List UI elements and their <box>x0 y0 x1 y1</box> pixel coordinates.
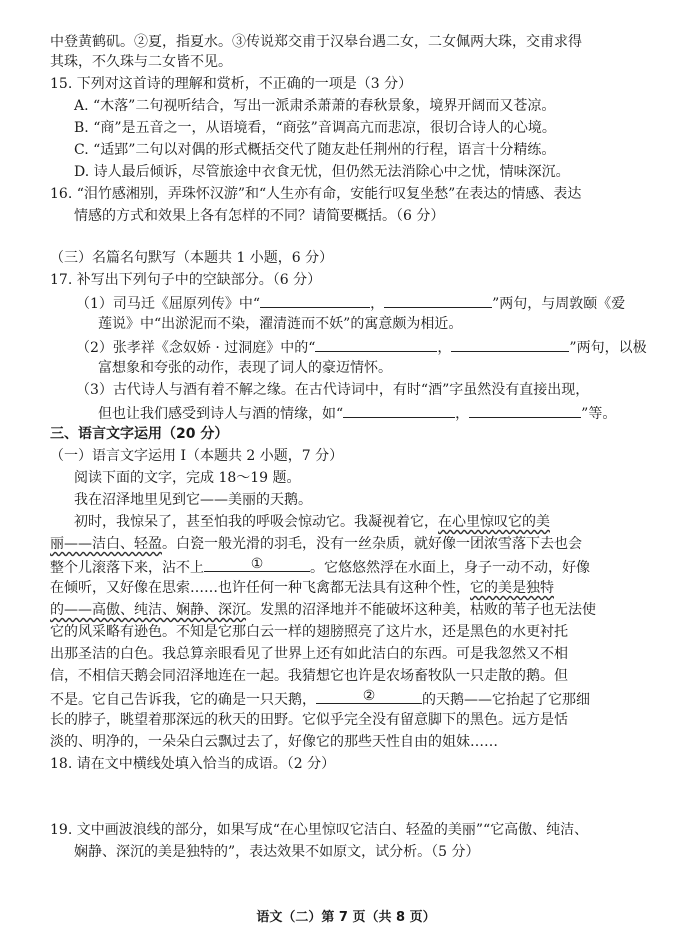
note-line: 其珠，不久珠与二女皆不见。 <box>50 54 232 70</box>
item-text: 但也让我们感受到诗人与酒的情缘，如“ <box>98 406 344 422</box>
answer-blank[interactable] <box>384 292 492 308</box>
question-17-item-2-cont: 富想象和夸张的动作，表现了词人的豪迈情怀。 <box>98 360 392 376</box>
passage-text: 整个儿滚落下来，沾不上 <box>50 560 204 576</box>
question-17-item-3: （3）古代诗人与酒有着不解之缘。在古代诗词中，有时“酒”字虽然没有直接出现， <box>76 382 590 398</box>
passage-line: 淡的、明净的，一朵朵白云飘过去了，好像它的那些天性自由的姐妹…… <box>50 734 498 750</box>
question-19-line: 19. 文中画波浪线的部分，如果写成“在心里惊叹它洁白、轻盈的美丽”“它高傲、纯洁、 <box>50 822 589 838</box>
answer-blank[interactable] <box>469 402 581 418</box>
question-17-item-3-cont <box>98 402 616 424</box>
note-line: 中登黄鹤矶。②夏，指夏水。③传说郑交甫于汉皋台遇二女，二女佩两大珠，交甫求得 <box>50 34 582 50</box>
answer-blank[interactable] <box>315 336 437 352</box>
question-19-line: 娴静、深沉的美是独特的”，表达效果不如原文，试分析。（5 分） <box>74 844 480 860</box>
passage-line: 出那圣洁的白色。我总算亲眼看见了世界上还有如此洁白的东西。可是我忽然又不相 <box>50 646 568 662</box>
item-text: ， <box>437 340 452 356</box>
question-15-stem: 15. 下列对这首诗的理解和赏析，不正确的一项是（3 分） <box>50 76 413 92</box>
passage-line: 它的风采略有逊色。不知是它那白云一样的翅膀照亮了这片水，还是黑色的水更衬托 <box>50 624 568 640</box>
wavy-underlined-text: 的——高傲、纯洁、娴静、深沉 <box>50 602 246 618</box>
passage-line: 我在沼泽地里见到它——美丽的天鹅。 <box>74 492 312 508</box>
answer-blank[interactable] <box>451 336 569 352</box>
passage-text: 。它悠悠然浮在水面上，身子一动不动，好像 <box>310 560 590 576</box>
passage-line <box>50 688 590 710</box>
item-text: （1）司马迁《屈原列传》中“ <box>76 296 261 312</box>
question-17-item-2 <box>76 336 647 358</box>
passage-line: 长的脖子，眺望着那深远的秋天的田野。它似乎完全没有留意脚下的黑色。远方是恬 <box>50 712 568 728</box>
page-footer: 语文（二）第 7 页（共 8 页） <box>256 910 436 925</box>
passage-line <box>50 556 590 578</box>
subsection-heading: （一）语言文字运用 I（本题共 2 小题，7 分） <box>50 448 344 464</box>
passage-text: 不是。它自己告诉我，它的确是一只天鹅， <box>50 692 316 708</box>
question-16-line: 16. “泪竹感湘别，弄珠怀汉游”和“人生亦有命，安能行叹复坐愁”在表达的情感、表达 <box>50 186 582 202</box>
item-text: ”等。 <box>581 406 617 422</box>
question-17-item-1 <box>76 292 625 314</box>
wavy-underlined-text: 在心里惊叹它的美 <box>438 514 550 530</box>
question-18: 18. 请在文中横线处填入恰当的成语。（2 分） <box>50 756 336 772</box>
item-text: ”两句，与周敦颐《爱 <box>492 296 626 312</box>
answer-blank-2[interactable] <box>316 688 422 704</box>
question-17-stem: 17. 补写出下列句子中的空缺部分。（6 分） <box>50 272 322 288</box>
wavy-underlined-text: 丽——洁白、轻盈 <box>50 536 162 552</box>
passage-text: 。发黑的沼泽地并不能破坏这种美，枯败的苇子也无法使 <box>246 602 596 618</box>
question-15-option-c: C. “适郢”二句以对偶的形式概括交代了随友赴任荆州的行程，语言十分精练。 <box>74 142 556 158</box>
wavy-underlined-text: 它的美是独特 <box>470 580 554 596</box>
question-15-option-d: D. 诗人最后倾诉，尽管旅途中衣食无忧，但仍然无法消除心中之忧，情味深沉。 <box>74 164 570 180</box>
item-text: ， <box>370 296 385 312</box>
passage-text: 在倾听，又好像在思索……也许任何一种飞禽都无法具有这种个性， <box>50 580 470 596</box>
blank-number: ① <box>250 556 264 572</box>
passage-text: 。白瓷一般光滑的羽毛，没有一丝杂质，就好像一团浓雪落下去也会 <box>162 536 582 552</box>
passage-line <box>50 578 554 598</box>
answer-blank[interactable] <box>343 402 455 418</box>
passage-text: 的天鹅——它抬起了它那细 <box>422 692 590 708</box>
question-15-option-b: B. “商”是五音之一，从语境看，“商弦”音调高亢而悲凉，很切合诗人的心境。 <box>74 120 556 136</box>
passage-line: 信，不相信天鹅会同沼泽地连在一起。我猜想它也许是农场畜牧队一只走散的鹅。但 <box>50 668 568 684</box>
section-heading: （三）名篇名句默写（本题共 1 小题，6 分） <box>50 250 334 266</box>
blank-number: ② <box>362 688 376 704</box>
question-16-line: 情感的方式和效果上各有怎样的不同？请简要概括。（6 分） <box>74 208 445 224</box>
question-15-option-a: A. “木落”二句视听结合，写出一派肃杀萧萧的春秋景象，境界开阔而又苍凉。 <box>74 98 556 114</box>
passage-line <box>74 512 550 532</box>
part-heading: 三、语言文字运用（20 分） <box>50 426 229 442</box>
item-text: ， <box>455 406 470 422</box>
item-text: （2）张孝祥《念奴娇 · 过洞庭》中的“ <box>76 340 316 356</box>
passage-line <box>50 534 582 554</box>
passage-text: 初时，我惊呆了，甚至怕我的呼吸会惊动它。我凝视着它， <box>74 514 438 530</box>
answer-blank[interactable] <box>260 292 370 308</box>
reading-instruction: 阅读下面的文字，完成 18～19 题。 <box>74 470 301 486</box>
item-text: ”两句，以极 <box>569 340 647 356</box>
answer-blank-1[interactable] <box>204 556 310 572</box>
passage-line <box>50 600 596 620</box>
question-17-item-1-cont: 莲说》中“出淤泥而不染，濯清涟而不妖”的寓意颇为相近。 <box>98 316 463 332</box>
